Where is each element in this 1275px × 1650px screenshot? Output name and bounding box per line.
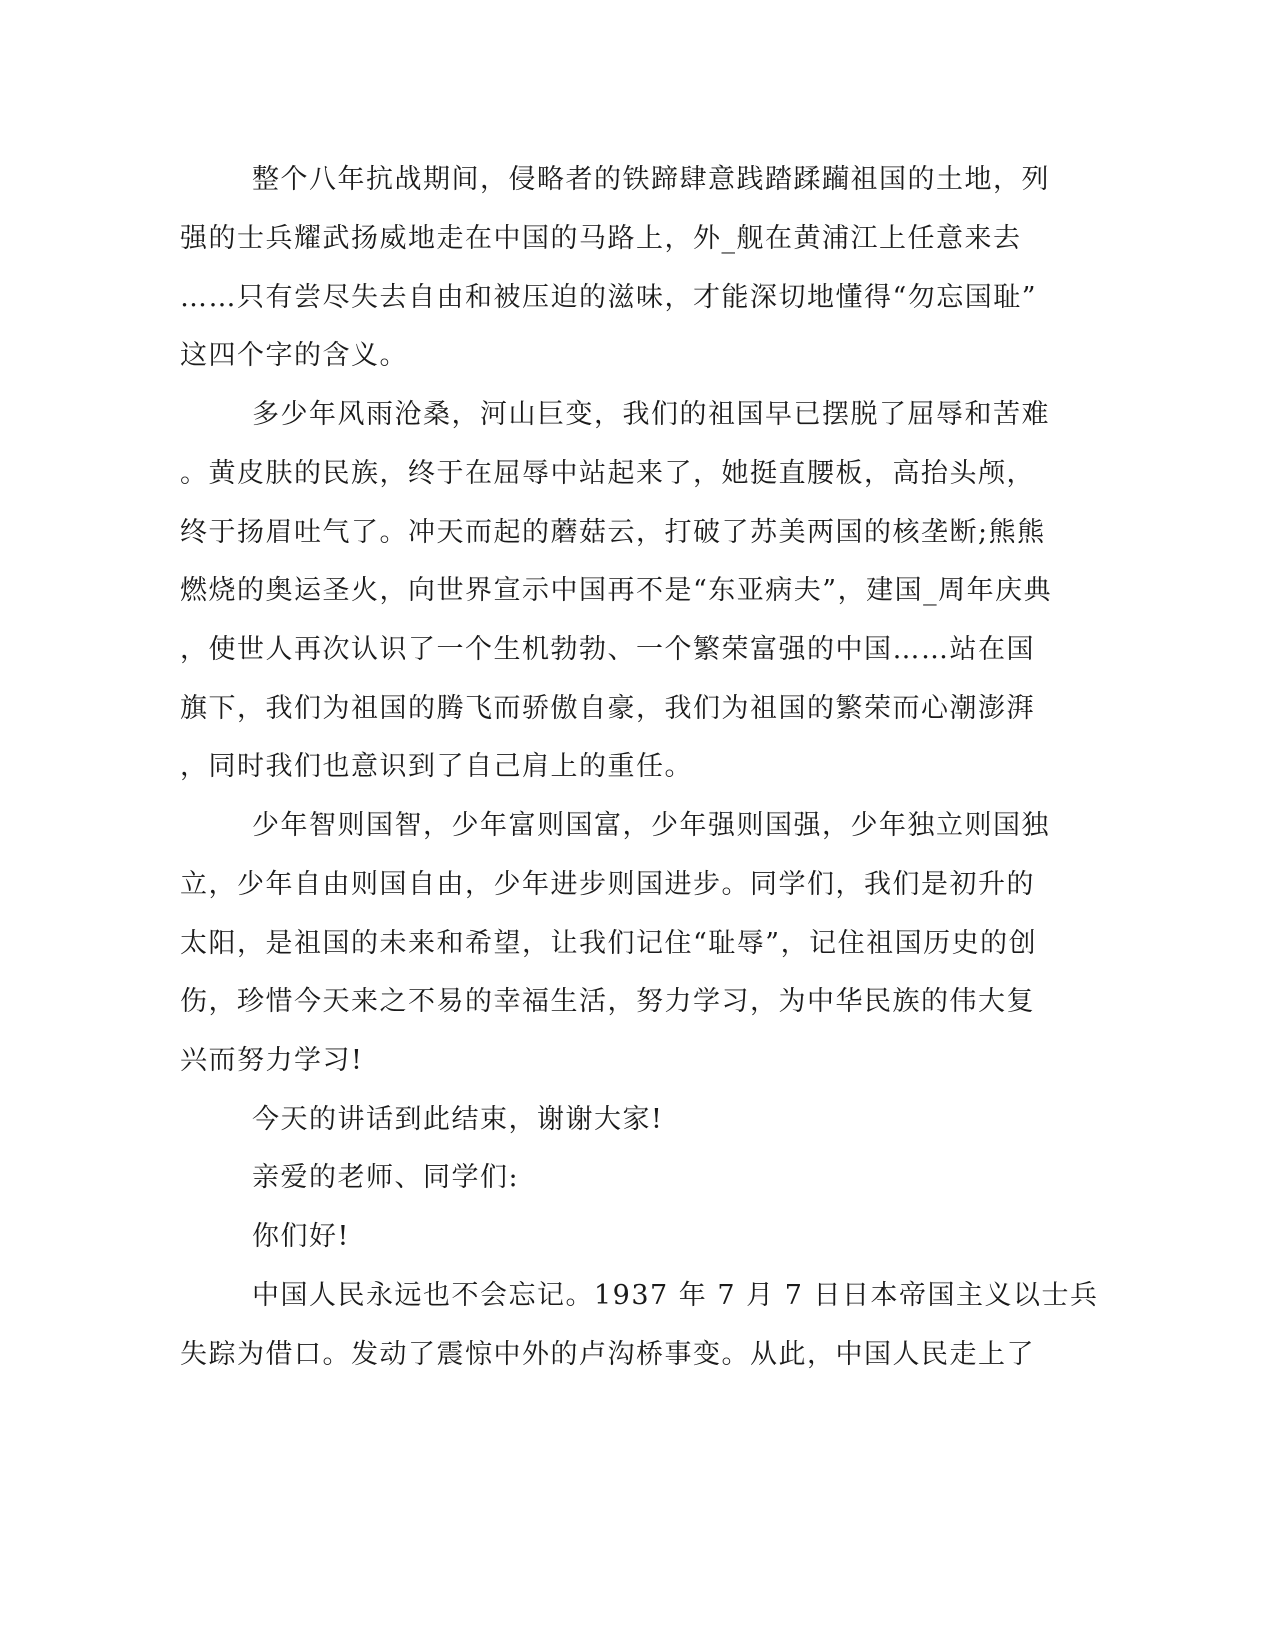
paragraph-3-line-3: 太阳，是祖国的未来和希望，让我们记住“耻辱”，记住祖国历史的创: [180, 928, 1038, 959]
greeting-line: 你们好!: [252, 1221, 350, 1252]
paragraph-4-line-2: 失踪为借口。发动了震惊中外的卢沟桥事变。从此，中国人民走上了: [180, 1339, 1035, 1370]
paragraph-3-line-1: 少年智则国智，少年富则国富，少年强则国强，少年独立则国独: [252, 810, 1050, 841]
closing-line: 今天的讲话到此结束，谢谢大家!: [252, 1104, 664, 1135]
paragraph-1-line-4: 这四个字的含义。: [180, 340, 408, 371]
paragraph-2-line-1: 多少年风雨沧桑，河山巨变，我们的祖国早已摆脱了屈辱和苦难: [252, 399, 1050, 430]
paragraph-2-line-3: 终于扬眉吐气了。冲天而起的蘑菇云，打破了苏美两国的核垄断;熊熊: [180, 517, 1046, 548]
paragraph-1-line-3: ……只有尝尽失去自由和被压迫的滋味，才能深切地懂得“勿忘国耻”: [180, 282, 1038, 313]
paragraph-3-line-5: 兴而努力学习!: [180, 1045, 364, 1076]
salutation-line: 亲爱的老师、同学们:: [252, 1162, 520, 1193]
paragraph-1-line-2: 强的士兵耀武扬威地走在中国的马路上，外_舰在黄浦江上任意来去: [180, 223, 1022, 254]
paragraph-4-line-1: 中国人民永远也不会忘记。1937 年 7 月 7 日日本帝国主义以士兵: [252, 1280, 1099, 1311]
paragraph-2-line-2: 。黄皮肤的民族，终于在屈辱中站起来了，她挺直腰板，高抬头颅，: [180, 458, 1035, 489]
paragraph-3-line-4: 伤，珍惜今天来之不易的幸福生活，努力学习，为中华民族的伟大复: [180, 986, 1035, 1017]
paragraph-2-line-6: 旗下，我们为祖国的腾飞而骄傲自豪，我们为祖国的繁荣而心潮澎湃: [180, 693, 1035, 724]
paragraph-2-line-7: ，同时我们也意识到了自己肩上的重任。: [180, 751, 693, 782]
paragraph-1-line-1: 整个八年抗战期间，侵略者的铁蹄肆意践踏蹂躏祖国的土地，列: [252, 164, 1050, 195]
paragraph-2-line-5: ，使世人再次认识了一个生机勃勃、一个繁荣富强的中国……站在国: [180, 634, 1035, 665]
paragraph-2-line-4: 燃烧的奥运圣火，向世界宣示中国再不是“东亚病夫”，建国_周年庆典: [180, 575, 1053, 606]
paragraph-3-line-2: 立，少年自由则国自由，少年进步则国进步。同学们，我们是初升的: [180, 869, 1035, 900]
